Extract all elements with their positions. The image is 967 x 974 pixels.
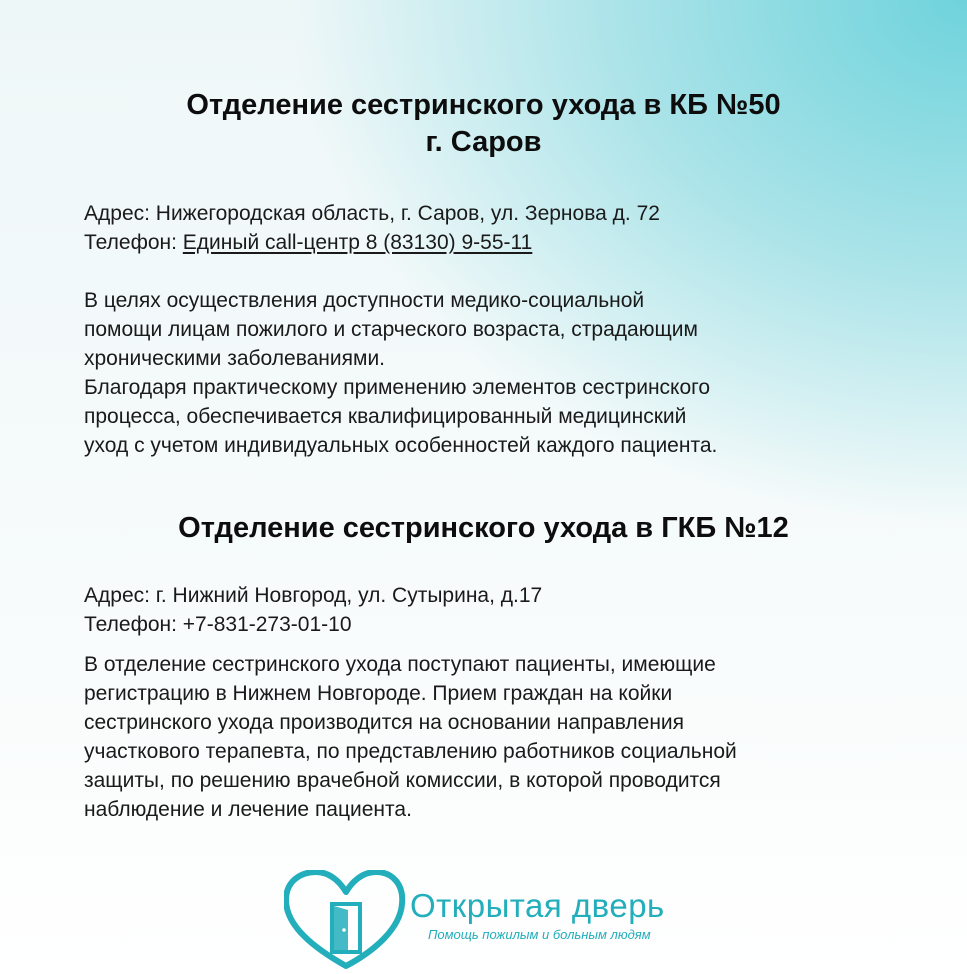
section1-address: Адрес: Нижегородская область, г. Саров, ул. Зернова д. 72 [84,202,660,225]
paragraph-line: сестринского ухода производится на основании направления [84,711,685,734]
paragraph-line: процесса, обеспечивается квалифицированный медицинский [84,405,687,428]
section2-title [0,510,967,547]
section1-paragraph [84,286,904,460]
paragraph-line: В целях осуществления доступности медико-социальной [84,289,645,312]
section2-contacts [84,581,904,639]
paragraph-line: участкового терапевта, по представлению работников социальной [84,740,737,763]
logo-tagline: Помощь пожилым и больным людям [428,927,651,942]
section2-address: Адрес: г. Нижний Новгород, ул. Сутырина, д.17 [84,584,543,607]
section2-phone: Телефон: +7-831-273-01-10 [84,613,352,636]
section1-phone [84,228,904,257]
paragraph-line: защиты, по решению врачебной комиссии, в которой проводится [84,769,721,792]
paragraph-line: регистрацию в Нижнем Новгороде. Прием граждан на койки [84,682,673,705]
section1-title [0,87,967,161]
section1-contacts [84,199,904,257]
paragraph-line: хроническими заболеваниями. [84,347,386,370]
section1-title-line1: Отделение сестринского ухода в КБ №50 [186,89,781,121]
paragraph-line: наблюдение и лечение пациента. [84,798,412,821]
paragraph-line: помощи лицам пожилого и старческого возраста, страдающим [84,318,698,341]
paragraph-line: Благодаря практическому применению элементов сестринского [84,376,711,399]
section2-paragraph [84,650,904,824]
paragraph-line: уход с учетом индивидуальных особенностей каждого пациента. [84,434,718,457]
paragraph-line: В отделение сестринского ухода поступают пациенты, имеющие [84,653,716,676]
call-center-link[interactable]: Единый call-центр 8 (83130) 9-55-11 [182,231,533,254]
logo-name: Открытая дверь [410,887,665,924]
section1-phone-label: Телефон: [84,231,183,254]
section1-title-line2: г. Саров [425,126,542,158]
section2-title-line: Отделение сестринского ухода в ГКБ №12 [178,512,789,544]
